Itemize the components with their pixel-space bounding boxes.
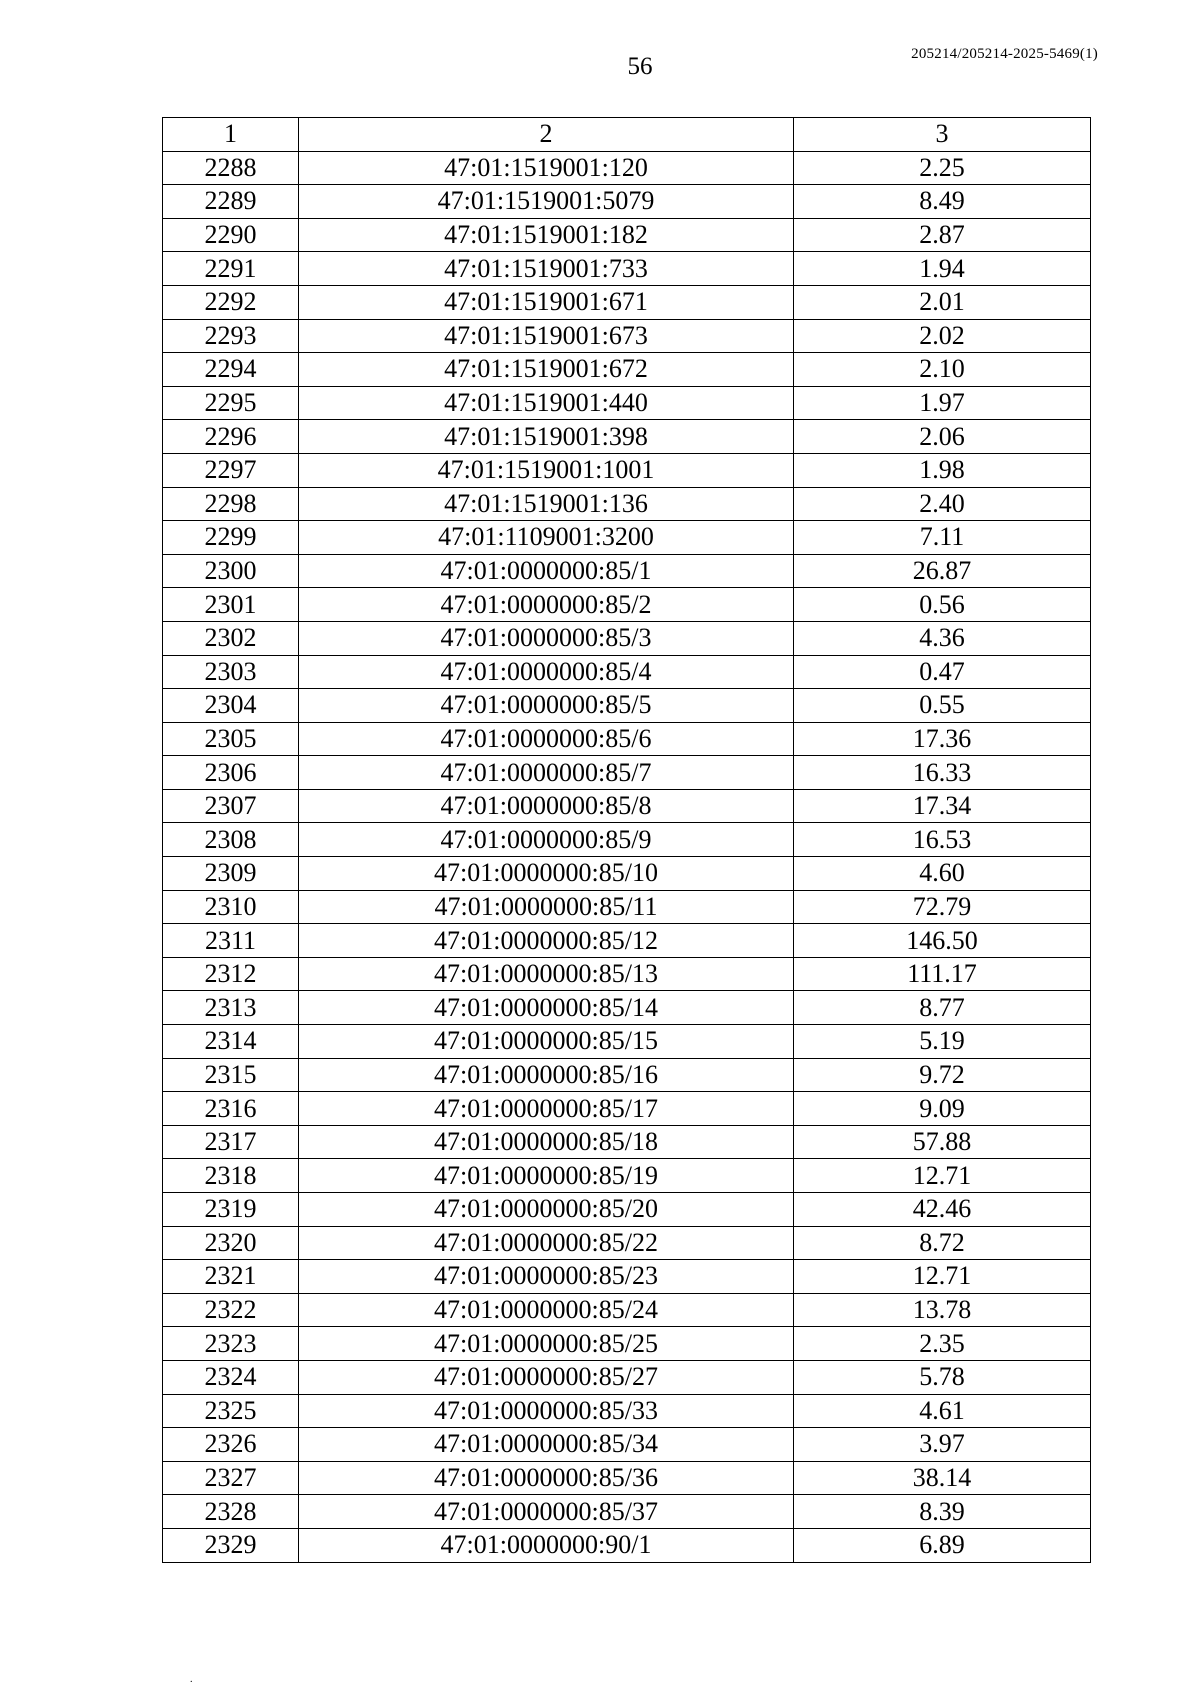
table-row <box>163 1461 1091 1495</box>
row-number-cell: 2317 <box>163 1125 299 1159</box>
area-value-cell: 1.98 <box>794 453 1091 487</box>
area-value-cell: 17.36 <box>794 722 1091 756</box>
table-row <box>163 1058 1091 1092</box>
column-header-1: 1 <box>163 118 299 152</box>
table-row <box>163 1394 1091 1428</box>
area-value-cell: 12.71 <box>794 1260 1091 1294</box>
column-header-2: 2 <box>299 118 794 152</box>
data-table <box>162 117 1091 1563</box>
table-row <box>163 521 1091 555</box>
area-value-cell: 57.88 <box>794 1125 1091 1159</box>
table-row <box>163 890 1091 924</box>
table-row <box>163 1528 1091 1562</box>
row-number-cell: 2293 <box>163 319 299 353</box>
area-value-cell: 26.87 <box>794 554 1091 588</box>
cadastral-number-cell: 47:01:0000000:85/13 <box>299 957 794 991</box>
row-number-cell: 2294 <box>163 353 299 387</box>
table-body <box>163 151 1091 1562</box>
row-number-cell: 2306 <box>163 756 299 790</box>
row-number-cell: 2321 <box>163 1260 299 1294</box>
area-value-cell: 146.50 <box>794 924 1091 958</box>
cadastral-number-cell: 47:01:0000000:85/24 <box>299 1293 794 1327</box>
table-row <box>163 554 1091 588</box>
area-value-cell: 12.71 <box>794 1159 1091 1193</box>
cadastral-number-cell: 47:01:1519001:673 <box>299 319 794 353</box>
area-value-cell: 16.53 <box>794 823 1091 857</box>
row-number-cell: 2314 <box>163 1025 299 1059</box>
row-number-cell: 2310 <box>163 890 299 924</box>
document-reference: 205214/205214-2025-5469(1) <box>911 46 1098 62</box>
area-value-cell: 8.72 <box>794 1226 1091 1260</box>
table-row <box>163 319 1091 353</box>
cadastral-number-cell: 47:01:0000000:85/12 <box>299 924 794 958</box>
column-header-3: 3 <box>794 118 1091 152</box>
table-row <box>163 722 1091 756</box>
table-header <box>163 118 1091 152</box>
area-value-cell: 13.78 <box>794 1293 1091 1327</box>
row-number-cell: 2316 <box>163 1092 299 1126</box>
area-value-cell: 2.35 <box>794 1327 1091 1361</box>
cadastral-number-cell: 47:01:0000000:85/34 <box>299 1428 794 1462</box>
page-number: 56 <box>627 53 653 80</box>
area-value-cell: 111.17 <box>794 957 1091 991</box>
table-row <box>163 1025 1091 1059</box>
area-value-cell: 72.79 <box>794 890 1091 924</box>
table-row <box>163 1125 1091 1159</box>
row-number-cell: 2298 <box>163 487 299 521</box>
area-value-cell: 6.89 <box>794 1528 1091 1562</box>
area-value-cell: 0.55 <box>794 689 1091 723</box>
cadastral-number-cell: 47:01:0000000:85/36 <box>299 1461 794 1495</box>
table-row <box>163 689 1091 723</box>
table-row <box>163 420 1091 454</box>
row-number-cell: 2301 <box>163 588 299 622</box>
row-number-cell: 2312 <box>163 957 299 991</box>
footer-mark: . <box>190 1674 193 1685</box>
area-value-cell: 42.46 <box>794 1193 1091 1227</box>
area-value-cell: 2.01 <box>794 285 1091 319</box>
cadastral-number-cell: 47:01:0000000:85/25 <box>299 1327 794 1361</box>
cadastral-number-cell: 47:01:1519001:440 <box>299 386 794 420</box>
cadastral-number-cell: 47:01:0000000:85/7 <box>299 756 794 790</box>
row-number-cell: 2322 <box>163 1293 299 1327</box>
table-row <box>163 823 1091 857</box>
table-row <box>163 1159 1091 1193</box>
row-number-cell: 2324 <box>163 1360 299 1394</box>
area-value-cell: 1.97 <box>794 386 1091 420</box>
cadastral-number-cell: 47:01:0000000:85/19 <box>299 1159 794 1193</box>
table-row <box>163 285 1091 319</box>
row-number-cell: 2329 <box>163 1528 299 1562</box>
area-value-cell: 9.72 <box>794 1058 1091 1092</box>
area-value-cell: 0.47 <box>794 655 1091 689</box>
row-number-cell: 2315 <box>163 1058 299 1092</box>
cadastral-number-cell: 47:01:0000000:85/18 <box>299 1125 794 1159</box>
row-number-cell: 2302 <box>163 621 299 655</box>
cadastral-number-cell: 47:01:0000000:85/10 <box>299 857 794 891</box>
row-number-cell: 2296 <box>163 420 299 454</box>
row-number-cell: 2304 <box>163 689 299 723</box>
table-row <box>163 991 1091 1025</box>
table-row <box>163 1360 1091 1394</box>
table-header-row <box>163 118 1091 152</box>
row-number-cell: 2289 <box>163 185 299 219</box>
cadastral-number-cell: 47:01:0000000:85/27 <box>299 1360 794 1394</box>
row-number-cell: 2320 <box>163 1226 299 1260</box>
table-row <box>163 1495 1091 1529</box>
area-value-cell: 4.61 <box>794 1394 1091 1428</box>
row-number-cell: 2311 <box>163 924 299 958</box>
area-value-cell: 5.78 <box>794 1360 1091 1394</box>
row-number-cell: 2299 <box>163 521 299 555</box>
row-number-cell: 2295 <box>163 386 299 420</box>
row-number-cell: 2318 <box>163 1159 299 1193</box>
table-row <box>163 252 1091 286</box>
row-number-cell: 2309 <box>163 857 299 891</box>
cadastral-number-cell: 47:01:0000000:85/8 <box>299 789 794 823</box>
cadastral-number-cell: 47:01:0000000:85/20 <box>299 1193 794 1227</box>
table-row <box>163 655 1091 689</box>
area-value-cell: 2.25 <box>794 151 1091 185</box>
cadastral-number-cell: 47:01:0000000:90/1 <box>299 1528 794 1562</box>
cadastral-number-cell: 47:01:0000000:85/9 <box>299 823 794 857</box>
table-row <box>163 857 1091 891</box>
area-value-cell: 17.34 <box>794 789 1091 823</box>
table-row <box>163 756 1091 790</box>
table-row <box>163 1193 1091 1227</box>
cadastral-number-cell: 47:01:0000000:85/11 <box>299 890 794 924</box>
table-row <box>163 487 1091 521</box>
table-row <box>163 151 1091 185</box>
row-number-cell: 2326 <box>163 1428 299 1462</box>
table-row <box>163 185 1091 219</box>
cadastral-number-cell: 47:01:1519001:5079 <box>299 185 794 219</box>
area-value-cell: 0.56 <box>794 588 1091 622</box>
cadastral-number-cell: 47:01:0000000:85/37 <box>299 1495 794 1529</box>
row-number-cell: 2319 <box>163 1193 299 1227</box>
cadastral-number-cell: 47:01:1109001:3200 <box>299 521 794 555</box>
table-row <box>163 1092 1091 1126</box>
cadastral-number-cell: 47:01:0000000:85/33 <box>299 1394 794 1428</box>
cadastral-number-cell: 47:01:1519001:398 <box>299 420 794 454</box>
cadastral-number-cell: 47:01:0000000:85/17 <box>299 1092 794 1126</box>
table-row <box>163 386 1091 420</box>
row-number-cell: 2297 <box>163 453 299 487</box>
cadastral-number-cell: 47:01:1519001:120 <box>299 151 794 185</box>
area-value-cell: 7.11 <box>794 521 1091 555</box>
row-number-cell: 2292 <box>163 285 299 319</box>
area-value-cell: 1.94 <box>794 252 1091 286</box>
cadastral-number-cell: 47:01:0000000:85/23 <box>299 1260 794 1294</box>
area-value-cell: 3.97 <box>794 1428 1091 1462</box>
row-number-cell: 2303 <box>163 655 299 689</box>
row-number-cell: 2291 <box>163 252 299 286</box>
row-number-cell: 2325 <box>163 1394 299 1428</box>
area-value-cell: 2.87 <box>794 218 1091 252</box>
row-number-cell: 2305 <box>163 722 299 756</box>
cadastral-number-cell: 47:01:0000000:85/14 <box>299 991 794 1025</box>
cadastral-number-cell: 47:01:0000000:85/22 <box>299 1226 794 1260</box>
table-row <box>163 789 1091 823</box>
table-row <box>163 621 1091 655</box>
table-row <box>163 1428 1091 1462</box>
cadastral-number-cell: 47:01:1519001:1001 <box>299 453 794 487</box>
cadastral-number-cell: 47:01:0000000:85/16 <box>299 1058 794 1092</box>
row-number-cell: 2288 <box>163 151 299 185</box>
area-value-cell: 8.39 <box>794 1495 1091 1529</box>
cadastral-number-cell: 47:01:1519001:182 <box>299 218 794 252</box>
cadastral-number-cell: 47:01:0000000:85/5 <box>299 689 794 723</box>
area-value-cell: 4.36 <box>794 621 1091 655</box>
cadastral-number-cell: 47:01:0000000:85/3 <box>299 621 794 655</box>
cadastral-number-cell: 47:01:1519001:672 <box>299 353 794 387</box>
area-value-cell: 4.60 <box>794 857 1091 891</box>
row-number-cell: 2290 <box>163 218 299 252</box>
table-row <box>163 1260 1091 1294</box>
area-value-cell: 2.06 <box>794 420 1091 454</box>
area-value-cell: 8.77 <box>794 991 1091 1025</box>
cadastral-number-cell: 47:01:0000000:85/4 <box>299 655 794 689</box>
cadastral-number-cell: 47:01:1519001:671 <box>299 285 794 319</box>
area-value-cell: 2.40 <box>794 487 1091 521</box>
table-row <box>163 1293 1091 1327</box>
row-number-cell: 2327 <box>163 1461 299 1495</box>
area-value-cell: 8.49 <box>794 185 1091 219</box>
cadastral-number-cell: 47:01:0000000:85/6 <box>299 722 794 756</box>
row-number-cell: 2313 <box>163 991 299 1025</box>
table-row <box>163 957 1091 991</box>
table-row <box>163 353 1091 387</box>
area-value-cell: 2.02 <box>794 319 1091 353</box>
cadastral-number-cell: 47:01:1519001:136 <box>299 487 794 521</box>
cadastral-number-cell: 47:01:0000000:85/1 <box>299 554 794 588</box>
row-number-cell: 2308 <box>163 823 299 857</box>
table-row <box>163 1226 1091 1260</box>
cadastral-number-cell: 47:01:0000000:85/15 <box>299 1025 794 1059</box>
row-number-cell: 2323 <box>163 1327 299 1361</box>
area-value-cell: 38.14 <box>794 1461 1091 1495</box>
row-number-cell: 2307 <box>163 789 299 823</box>
table-row <box>163 588 1091 622</box>
cadastral-number-cell: 47:01:1519001:733 <box>299 252 794 286</box>
row-number-cell: 2300 <box>163 554 299 588</box>
table-row <box>163 1327 1091 1361</box>
cadastral-number-cell: 47:01:0000000:85/2 <box>299 588 794 622</box>
area-value-cell: 5.19 <box>794 1025 1091 1059</box>
table-row <box>163 453 1091 487</box>
row-number-cell: 2328 <box>163 1495 299 1529</box>
table-row <box>163 924 1091 958</box>
area-value-cell: 16.33 <box>794 756 1091 790</box>
table-row <box>163 218 1091 252</box>
area-value-cell: 2.10 <box>794 353 1091 387</box>
area-value-cell: 9.09 <box>794 1092 1091 1126</box>
